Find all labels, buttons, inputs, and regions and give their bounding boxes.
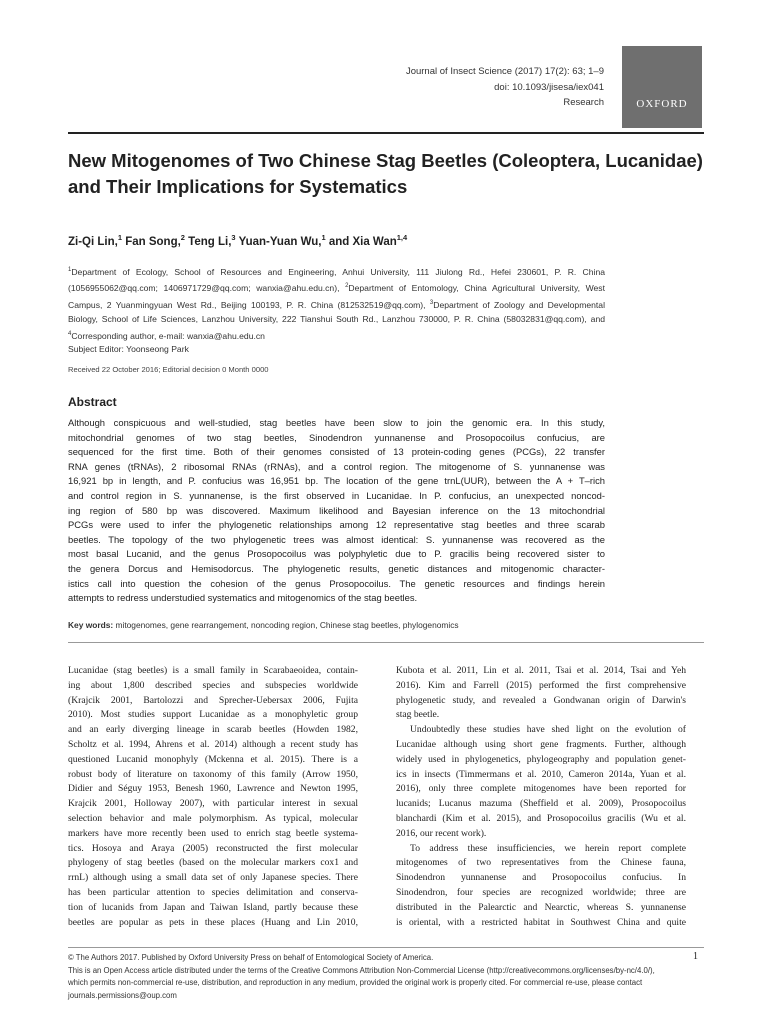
text-line: Kubota et al. 2011, Lin et al. 2011, Tsai et al. 2014, Tsai and Yeh (396, 665, 686, 676)
abstract-heading: Abstract (68, 395, 117, 409)
journal-citation (264, 64, 604, 111)
text-line: is oriental, with a restricted habitat in Southwest China and quite (396, 916, 686, 928)
text-line: rrnL) although using a small data set of only Japanese species. There (68, 872, 358, 884)
text-line: lucanids; Lucanus mazuma (Sheffield et al. 2009), Prosopocoilus (396, 798, 686, 810)
footer-divider (68, 947, 704, 948)
author[interactable]: Zi-Qi Lin,$^1$ (68, 233, 122, 248)
text-line: 2016, our recent work). (396, 827, 487, 839)
keywords-label: Key words: (68, 620, 114, 630)
text-line: distributed in the Palearctic and Nearctic, whereas S. yunnanense (396, 901, 686, 913)
abstract-body (68, 416, 605, 606)
text-line: ing region of 580 bp was discovered. Maximum likelihood and Bayesian inference on the 13 mitochondrial (68, 504, 605, 516)
paper-title: New Mitogenomes of Two Chinese Stag Beetles (Coleoptera, Lucanidae) and Their Implications for Systematics (68, 150, 703, 197)
author[interactable]: Yuan-Yuan Wu,$^1$ (238, 233, 326, 248)
text-line: PCGs were used to infer the phylogenetic relationships among 12 representative stag beetles and three scarab (68, 519, 605, 531)
oxford-logo (622, 46, 702, 128)
text-line: Didier and Séguy 1953, Benesh 1960, Lawrence and Newton 1995, (68, 783, 358, 795)
keywords-text: mitogenomes, gene rearrangement, noncoding region, Chinese stag beetles, phylogenomics (115, 620, 459, 630)
header-divider (68, 132, 704, 134)
journal-line: Journal of Insect Science (2017) 17(2): 63; 1–9 (405, 66, 604, 77)
text-line: sequenced for the first time. Both of their genomes consisted of 13 protein-coding genes (PCGs), 22 transfer (68, 446, 605, 458)
text-line: has been particular attention to species delimitation and conserva- (68, 886, 358, 898)
text-line: markers have more recently been used to enrich stag beetle systema- (68, 827, 358, 839)
text-line: 2010). Most studies support Lucanidae as a monophyletic group (68, 709, 358, 721)
text-line: beetles are popular as pets in these places (Huang and Lin 2010, (68, 916, 358, 928)
license-line: which permits non-commercial re-use, distribution, and reproduction in any medium, provided the original work is properly cited. For commercial re-use, please contact (68, 978, 643, 988)
license-footer (68, 952, 704, 1002)
article-type: Research (563, 97, 604, 108)
text-line: tion of lucanids from Japan and Taiwan Island, partly because these (68, 901, 358, 913)
author[interactable]: Teng Li,$^3$ (188, 233, 236, 248)
received-date: Received 22 October 2016; Editorial decision 0 Month 0000 (68, 365, 269, 374)
text-line: Sinodendron, four species are recognized worldwide; three are (396, 886, 686, 898)
text-line: attempts to redress understudied systematics and mitogenomics of the stag beetles. (68, 592, 418, 604)
text-line: the genera Dorcus and Hemisodorcus. The phylogenetic results, genetic distances and mitogenomic character- (68, 562, 605, 574)
text-line: Sinodendron yunnanense and Prosopocoilus confucius. In (396, 872, 686, 884)
author[interactable]: and Xia Wan$^{1,4}$ (328, 233, 408, 248)
text-line: blanchardi (Kim et al. 2015), and Prosopocoilus gracilis (Wu et al. (396, 812, 686, 824)
body-column-left (68, 664, 358, 930)
affiliations: $^1$Department of Ecology, School of Resources and Engineering, Anhui University, 111 Jiulong Rd., Hefei 230601, P. R. China (1056955062@qq.com; 1406971729@qq.com; wanxia@ahu.edu.cn), $^2$Department of Entomology, China Agricultural University, West Campus, 2 Yuanmingyuan West Rd., Beijing 100193, P. R. China (812532519@qq.com), $^3$Department of Zoology and Developmental Biology, School of Life Sciences, Lanzhou University, 222 Tianshui South Rd., Lanzhou 730000, P. R. China (58032831@qq.com), and $^4$Corresponding author, e-mail: wanxia@ahu.edu.cn (68, 266, 605, 341)
text-line: and an early diverging lineage in scarab beetles (Howden 1982, (68, 724, 358, 736)
text-line: Scholtz et al. 1994, Ahrens et al. 2014) although a recent study has (68, 738, 358, 750)
keywords (68, 620, 628, 630)
subject-editor: Subject Editor: Yoonseong Park (68, 344, 189, 354)
text-line: beetles. The topology of the two phylogenetic trees was almost identical: S. yunnanense was recovered as the (68, 533, 605, 545)
text-line: and control region in S. yunnanense, is the first observed in Lucanidae. In P. confucius, an unexpected noncod- (68, 489, 605, 501)
text-line: Although conspicuous and well-studied, stag beetles have been slow to join the genomic era. In this study, (68, 417, 605, 428)
text-line: To address these insufficiencies, we herein report complete (410, 842, 686, 854)
license-line: This is an Open Access article distributed under the terms of the Creative Commons Attribution Non-Commercial License (http://creativecommons.org/licenses/by-nc/4.0/), (68, 965, 655, 975)
text-line: mitochondrial genomes of two stag beetles, Sinodendron yunnanense and Prosopocoilus confucius, are (68, 431, 605, 443)
page-number: 1 (693, 951, 698, 962)
text-line: phylogenetic study, and revealed a Gondwanan origin of Darwin's (396, 694, 686, 706)
text-line: Undoubtedly these studies have shed light on the evolution of (410, 724, 686, 736)
section-divider (68, 642, 704, 643)
logo-text: OXFORD (636, 98, 688, 110)
author-list (68, 233, 708, 248)
text-line: tics. Hosoya and Araya (2005) reconstructed the first molecular (68, 842, 358, 854)
text-line: widely used in phylogenetics, phylogeography and population genet- (396, 753, 686, 765)
text-line: stag beetle. (396, 709, 440, 721)
text-line: ing about 1,800 described species and subspecies worldwide (68, 679, 358, 691)
permissions-email[interactable]: journals.permissions@oup.com (68, 990, 177, 1000)
doi-link[interactable]: doi: 10.1093/jisesa/iex041 (494, 81, 604, 93)
author[interactable]: Fan Song,$^2$ (125, 233, 185, 248)
text-line: Lucanidae although using short gene fragments. Further, although (396, 738, 686, 750)
text-line: most basal Lucanid, and the genus Prosopocoilus was polyphyletic due to P. gracilis being recovered sister to (68, 548, 605, 560)
text-line: questioned Lucanid monophyly (Mckenna et al. 2015). There is a (68, 753, 358, 765)
text-line: istics call into question the cohesion of the genus Prosopocoilus. The genetic resources and findings herein (68, 577, 605, 589)
text-line: 2016), only three complete mitogenomes have been reported for (396, 783, 686, 795)
text-line: selection behavior and male polymorphism. As typical, molecular (68, 812, 358, 824)
text-line: robust body of literature on taxonomy of this family (Arrow 1950, (68, 768, 358, 780)
body-column-right (396, 664, 686, 930)
text-line: (Krajcik 2001, Bartolozzi and Sprecher-Uebersax 2006, Fujita (68, 694, 358, 706)
text-line: Lucanidae (stag beetles) is a small family in Scarabaeoidea, contain- (68, 665, 358, 676)
text-line: Krajcik 2001, Holloway 2007), with particular interest in sexual (68, 798, 358, 810)
text-line: 2016). Kim and Farrell (2015) performed the first comprehensive (396, 679, 686, 691)
text-line: RNA genes (tRNAs), 2 ribosomal RNAs (rRNAs), and a control region. The mitogenome of S. yunnanense was (68, 460, 605, 472)
text-line: 16,921 bp in length, and P. confucius was 16,951 bp. The location of the gene trnL(UUR), between the A + T–rich (68, 475, 605, 487)
text-line: mitogenomes of two representatives from the Chinese fauna, (396, 857, 686, 869)
text-line: ics in insects (Timmermans et al. 2010, Cameron 2014a, Yuan et al. (396, 768, 686, 780)
text-line: phylogeny of stag beetles (based on the molecular markers cox1 and (68, 857, 358, 869)
copyright: © The Authors 2017. Published by Oxford University Press on behalf of Entomological Society of America. (68, 953, 434, 962)
